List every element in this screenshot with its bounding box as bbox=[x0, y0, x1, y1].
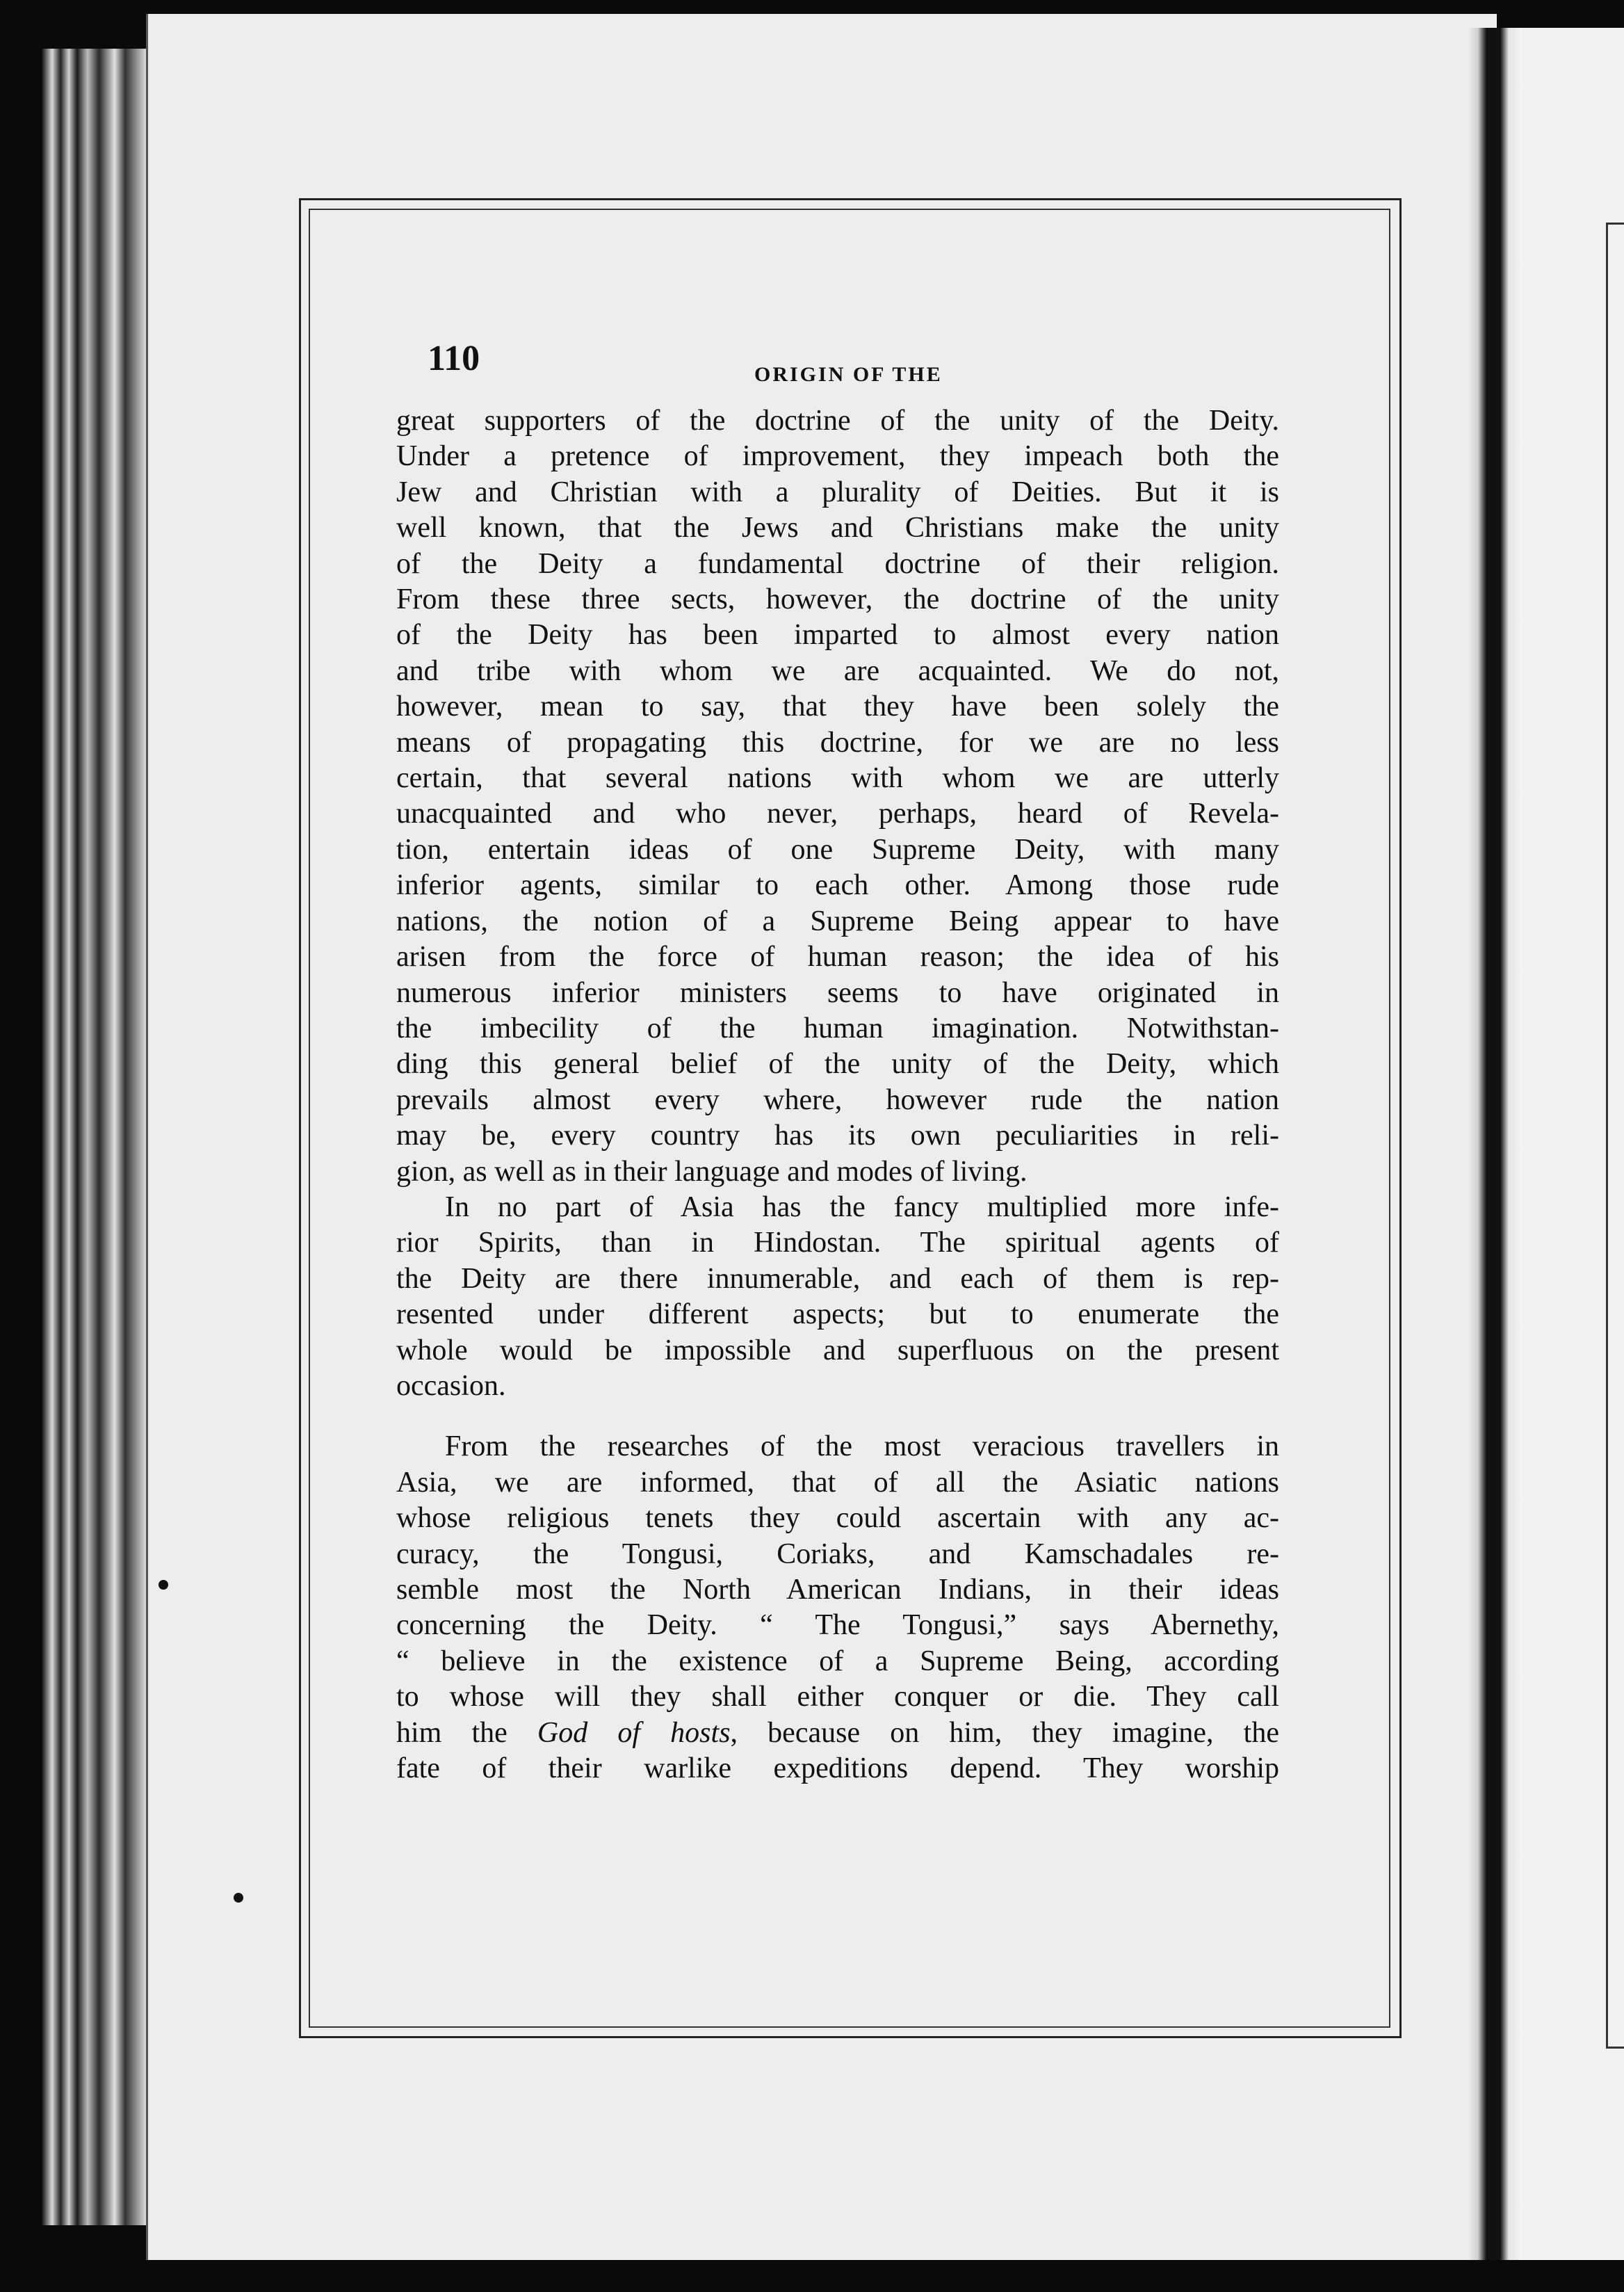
text-line: the imbecility of the human imagination. Notwithstan- bbox=[396, 1012, 1279, 1044]
facing-page-frame bbox=[1606, 223, 1624, 2049]
text-line: In no part of Asia has the fancy multiplied more infe- bbox=[445, 1191, 1279, 1223]
text-line: prevails almost every where, however rude the nation bbox=[396, 1083, 1279, 1116]
text-line: means of propagating this doctrine, for we are no less bbox=[396, 726, 1279, 759]
text-line: numerous inferior ministers seems to have originated in bbox=[396, 976, 1279, 1009]
running-head: ORIGIN OF THE bbox=[754, 363, 943, 386]
text-line: resented under different aspects; but to enumerate the bbox=[396, 1298, 1279, 1331]
text-line: gion, as well as in their language and modes of living. bbox=[396, 1155, 1028, 1188]
text-line: arisen from the force of human reason; the idea of his bbox=[396, 941, 1279, 974]
text-line: “ believe in the existence of a Supreme Being, according bbox=[396, 1645, 1279, 1677]
page-header bbox=[428, 334, 1276, 389]
text-line: From the researches of the most veracious travellers in bbox=[445, 1430, 1279, 1463]
text-line: of the Deity a fundamental doctrine of their religion. bbox=[396, 547, 1279, 580]
text-line: concerning the Deity. “ The Tongusi,” says Abernethy, bbox=[396, 1609, 1279, 1642]
text-line: and tribe with whom we are acquainted. We do not, bbox=[396, 654, 1279, 687]
text-line: great supporters of the doctrine of the unity of the Deity. bbox=[396, 405, 1279, 437]
text-line: semble most the North American Indians, in their ideas bbox=[396, 1574, 1279, 1606]
text-line: whose religious tenets they could ascertain with any ac- bbox=[396, 1502, 1279, 1535]
text-line: rior Spirits, than in Hindostan. The spiritual agents of bbox=[396, 1227, 1279, 1259]
text-line: inferior agents, similar to each other. Among those rude bbox=[396, 869, 1279, 902]
text-line: may be, every country has its own peculiarities in reli- bbox=[396, 1120, 1279, 1152]
text-line: of the Deity has been imparted to almost every nation bbox=[396, 619, 1279, 652]
paragraph-2 bbox=[396, 1190, 1279, 1404]
ink-speck bbox=[159, 1580, 168, 1590]
text-line: ding this general belief of the unity of the Deity, which bbox=[396, 1048, 1279, 1081]
text-line: nations, the notion of a Supreme Being appear to have bbox=[396, 905, 1279, 937]
book-spine-edge bbox=[42, 49, 146, 2225]
paragraph-gap bbox=[396, 1404, 1279, 1429]
text-line: certain, that several nations with whom we are utterly bbox=[396, 762, 1279, 795]
paragraph-3 bbox=[396, 1429, 1279, 1786]
text-line: curacy, the Tongusi, Coriaks, and Kamschadales re- bbox=[396, 1538, 1279, 1570]
text-run: , because on him, they imagine, the bbox=[730, 1716, 1279, 1749]
text-line: tion, entertain ideas of one Supreme Deity, with many bbox=[396, 833, 1279, 866]
text-line: the Deity are there innumerable, and each of them is rep- bbox=[396, 1262, 1279, 1295]
text-line: unacquainted and who never, perhaps, heard of Revela- bbox=[396, 798, 1279, 830]
text-line: to whose will they shall either conquer or die. They call bbox=[396, 1681, 1279, 1713]
text-line: however, mean to say, that they have been solely the bbox=[396, 691, 1279, 723]
body-text bbox=[396, 403, 1279, 1786]
paragraph-1 bbox=[396, 403, 1279, 1190]
gutter-shadow bbox=[1467, 28, 1522, 2260]
page-number: 110 bbox=[428, 339, 480, 378]
text-line: From these three sects, however, the doctrine of the unity bbox=[396, 583, 1279, 616]
text-line: whole would be impossible and superfluous on the present bbox=[396, 1334, 1279, 1366]
text-line: Asia, we are informed, that of all the Asiatic nations bbox=[396, 1466, 1279, 1499]
italic-phrase: God of hosts bbox=[537, 1716, 731, 1749]
text-run: him the bbox=[396, 1716, 537, 1749]
text-line: well known, that the Jews and Christians make the unity bbox=[396, 512, 1279, 544]
text-line-with-italic bbox=[396, 1716, 1279, 1751]
ink-speck bbox=[234, 1893, 243, 1903]
text-line: Under a pretence of improvement, they impeach both the bbox=[396, 440, 1279, 473]
text-line: fate of their warlike expeditions depend. They worship bbox=[396, 1752, 1279, 1785]
text-line: Jew and Christian with a plurality of Deities. But it is bbox=[396, 476, 1279, 508]
text-line: occasion. bbox=[396, 1369, 506, 1402]
